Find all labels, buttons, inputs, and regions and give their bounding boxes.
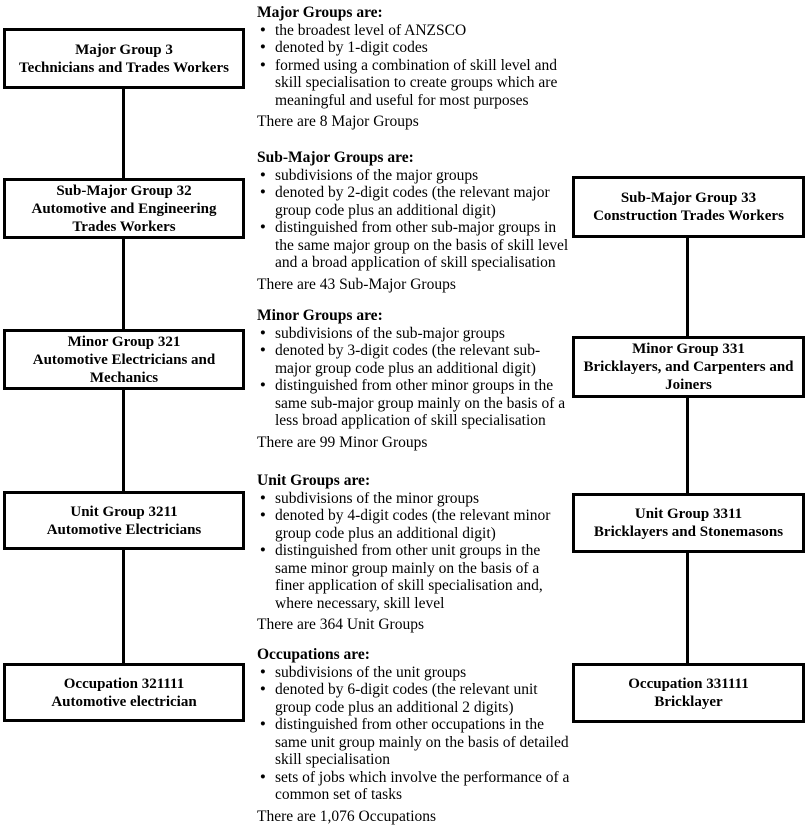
box-occupation-321111 — [3, 663, 245, 722]
section-major-groups — [257, 4, 571, 131]
level-descriptions-column — [257, 0, 571, 828]
bullet-item: ● denoted by 6-digit codes (the relevant unit group code plus an additional 2 digits) — [257, 681, 571, 716]
box-unit-group-3311 — [572, 493, 805, 553]
box-name-line: Automotive Electricians — [46, 521, 202, 538]
section-heading: Occupations are: — [257, 646, 370, 663]
bullet-item: ● distinguished from other minor groups in the same sub-major group mainly on the basis of a less broad application of skill specialisation — [257, 377, 571, 430]
group-count-text: There are 43 Sub-Major Groups — [257, 275, 456, 293]
box-code-line: Unit Group 3211 — [70, 503, 178, 520]
bullet-item: ● denoted by 4-digit codes (the relevant minor group code plus an additional digit) — [257, 507, 571, 542]
box-code-line: Sub-Major Group 33 — [620, 190, 757, 206]
connector-line — [122, 388, 125, 493]
box-code-line: Sub-Major Group 32 — [56, 182, 192, 199]
section-heading: Minor Groups are: — [257, 307, 383, 324]
box-sub-major-group-33 — [572, 176, 805, 238]
group-count-text: There are 99 Minor Groups — [257, 433, 428, 451]
box-name-line: Bricklayers, and Carpenters and Joiners — [583, 359, 794, 393]
bullet-item: ● denoted by 2-digit codes (the relevant major group code plus an additional digit) — [257, 184, 571, 219]
box-name-line: Automotive Electricians and Mechanics — [32, 351, 216, 386]
box-minor-group-331 — [572, 336, 805, 398]
box-code-line: Major Group 3 — [75, 41, 173, 58]
bullet-item: ● denoted by 1-digit codes — [257, 39, 571, 57]
box-code-line: Minor Group 321 — [67, 333, 181, 350]
connector-line — [122, 237, 125, 331]
group-count-text: There are 364 Unit Groups — [257, 616, 425, 633]
box-name-line: Automotive electrician — [51, 693, 197, 710]
bullet-item: ● subdivisions of the major groups — [257, 167, 571, 185]
box-code-line: Occupation 331111 — [628, 676, 749, 692]
bullet-item: ● distinguished from other occupations in the same unit group mainly on the basis of detailed skill specialisation — [257, 716, 571, 769]
section-sub-major-groups — [257, 149, 571, 293]
bullet-item: ● denoted by 3-digit codes (the relevant sub-major group code plus an additional digit) — [257, 342, 571, 377]
section-heading: Sub-Major Groups are: — [257, 149, 414, 166]
connector-line — [122, 87, 125, 180]
bullet-item: ● formed using a combination of skill level and skill specialisation to create groups which are meaningful and useful for most purposes — [257, 57, 571, 110]
bullet-item: ● the broadest level of ANZSCO — [257, 22, 571, 40]
section-occupations — [257, 646, 571, 825]
connector-line — [686, 396, 689, 495]
box-name-line: Bricklayers and Stonemasons — [593, 524, 784, 540]
section-unit-groups — [257, 472, 571, 634]
box-name-line: Technicians and Trades Workers — [19, 59, 229, 76]
connector-line — [122, 548, 125, 665]
bullet-item: ● sets of jobs which involve the performance of a common set of tasks — [257, 769, 571, 804]
box-sub-major-group-32 — [3, 178, 245, 239]
box-name-line: Bricklayer — [654, 694, 723, 710]
section-heading: Unit Groups are: — [257, 472, 371, 489]
box-code-line: Occupation 321111 — [63, 675, 185, 692]
section-heading: Major Groups are: — [257, 4, 383, 21]
box-name-line: Automotive and Engineering Trades Workers — [31, 200, 217, 235]
group-count-text: There are 1,076 Occupations — [257, 807, 437, 825]
section-minor-groups — [257, 307, 571, 451]
box-occupation-331111 — [572, 663, 805, 723]
bullet-item: ● subdivisions of the sub-major groups — [257, 325, 571, 343]
box-code-line: Unit Group 3311 — [634, 506, 743, 522]
box-unit-group-3211 — [3, 491, 245, 550]
bullet-item: ● distinguished from other sub-major groups in the same major group on the basis of skill level and a broad application of skill specialisation — [257, 219, 571, 272]
bullet-item: ● subdivisions of the minor groups — [257, 490, 571, 508]
connector-line — [686, 551, 689, 665]
bullet-item: ● distinguished from other unit groups in the same minor group mainly on the basis of a finer application of skill specialisation and, where necessary, skill level — [257, 542, 571, 612]
box-major-group-3 — [3, 28, 245, 89]
group-count-text: There are 8 Major Groups — [257, 113, 419, 130]
box-code-line: Minor Group 331 — [632, 341, 745, 357]
connector-line — [686, 236, 689, 338]
bullet-item: ● subdivisions of the unit groups — [257, 664, 571, 682]
box-minor-group-321 — [3, 329, 245, 390]
box-name-line: Construction Trades Workers — [593, 208, 784, 224]
